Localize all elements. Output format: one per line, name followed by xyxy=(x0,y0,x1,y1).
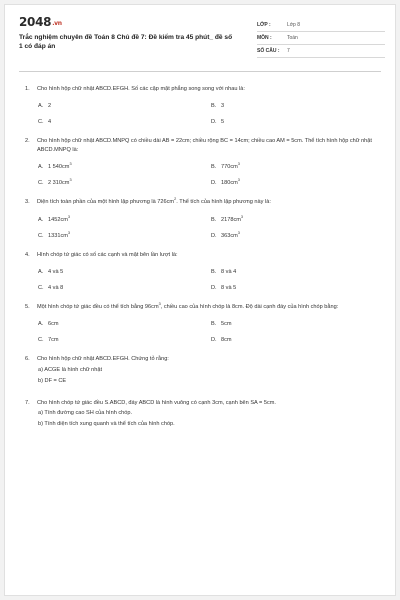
meta-count-row xyxy=(257,45,385,58)
question-text: Diện tích toàn phần của một hình lập phương là $726cm^2$. Thể tích của hình lập phương này là: xyxy=(37,197,271,206)
option-a[interactable]: A. 1452cm 3 xyxy=(38,214,71,223)
question-text: Cho hình hộp chữ nhật ABCD.EFGH. Số các cặp mặt phẳng song song với nhau là: xyxy=(37,86,245,92)
option-c[interactable]: C. 2 310cm 3 xyxy=(38,178,72,187)
document-title: Trắc nghiệm chuyên đề Toán 8 Chủ đề 7: Đề kiểm tra 45 phút_ đề số 1 có đáp án xyxy=(19,34,233,50)
option-d[interactable]: D. 5 xyxy=(211,119,225,126)
question-1 xyxy=(25,85,381,125)
option-a[interactable]: A. 2 xyxy=(38,103,52,110)
question-7 xyxy=(25,399,381,430)
meta-subject-value: Toán xyxy=(287,35,298,41)
option-c[interactable]: C. 1331cm 3 xyxy=(38,230,71,239)
question-number: 3. xyxy=(25,199,30,206)
answer-options xyxy=(25,269,381,291)
question-4 xyxy=(25,251,381,291)
answer-options xyxy=(25,103,381,125)
question-2 xyxy=(25,137,381,186)
option-a[interactable]: A. 1 540cm 3 xyxy=(38,162,72,171)
meta-count-value: 7 xyxy=(287,48,290,54)
option-b[interactable]: B. 8 và 4 xyxy=(211,269,237,276)
option-a[interactable]: A. 6cm xyxy=(38,321,59,328)
meta-subject-row xyxy=(257,32,385,45)
question-number: 4. xyxy=(25,251,30,258)
question-text: Cho hình hộp chữ nhật ABCD.MNPQ có chiều dài AB = 22cm; chiều rộng BC = 14cm; chiều cao AM = 5cm. Thể tích hình hộp chữ nhật ABCD.MNPQ là: xyxy=(37,138,372,153)
option-a[interactable]: A. 4 và 5 xyxy=(38,269,64,276)
meta-subject-label: MÔN : xyxy=(257,35,272,41)
option-c[interactable]: C. 4 và 8 xyxy=(38,285,64,292)
option-b[interactable]: B. 2178cm 3 xyxy=(211,214,244,223)
answer-options xyxy=(25,214,381,239)
meta-count-label: SỐ CÂU : xyxy=(257,48,280,54)
meta-class-value: Lớp 8 xyxy=(287,22,301,28)
site-logo[interactable]: 2048.vn xyxy=(19,15,62,29)
meta-class-label: LỚP : xyxy=(257,22,271,28)
meta-class-row xyxy=(257,19,385,32)
question-number: 5. xyxy=(25,304,30,311)
answer-options xyxy=(25,164,381,186)
question-6 xyxy=(25,355,381,386)
question-number: 6. xyxy=(25,356,30,363)
option-b[interactable]: B. 5cm xyxy=(211,321,232,328)
option-d[interactable]: D. 8cm xyxy=(211,337,232,344)
option-c[interactable]: C. 7cm xyxy=(38,337,59,344)
option-d[interactable]: D. 180cm 3 xyxy=(211,178,240,187)
question-number: 7. xyxy=(25,399,30,406)
option-b[interactable]: B. 3 xyxy=(211,103,225,110)
option-b[interactable]: B. 770cm 3 xyxy=(211,162,240,171)
question-text: Cho hình hộp chữ nhật ABCD.EFGH. Chứng tỏ rằng: xyxy=(37,356,169,363)
option-d[interactable]: D. 363cm 3 xyxy=(211,230,240,239)
question-text: Hình chóp tứ giác có số các cạnh và mặt bên lần lượt là: xyxy=(37,251,178,258)
meta-info xyxy=(257,19,385,58)
sub-question-a: a) Tính đường cao SH của hình chóp. xyxy=(38,410,133,417)
question-text: Một hình chóp tứ giác đều có thể tích bằng $96cm^3$, chiều cao của hình chóp là 8cm. Độ dài cạnh đáy của hình chóp bằng: xyxy=(37,302,339,311)
worksheet-page xyxy=(4,4,396,596)
sub-question-b: b) Tính diện tích xung quanh và thể tích của hình chóp. xyxy=(38,421,175,428)
sub-question-a: a) ACGE là hình chữ nhật xyxy=(38,366,103,373)
option-c[interactable]: C. 4 xyxy=(38,119,52,126)
question-text: Cho hình chóp tứ giác đều S.ABCD, đáy ABCD là hình vuông có cạnh 3cm, cạnh bên SA = 5cm. xyxy=(37,399,276,406)
option-d[interactable]: D. 8 và 5 xyxy=(211,285,237,292)
worksheet-header xyxy=(19,15,385,65)
header-divider xyxy=(19,71,381,72)
sub-question-b: b) DF = CE xyxy=(38,378,67,385)
question-number: 1. xyxy=(25,86,30,92)
question-3 xyxy=(25,198,381,238)
question-list xyxy=(25,85,381,442)
question-5 xyxy=(25,303,381,343)
answer-options xyxy=(25,321,381,343)
question-number: 2. xyxy=(25,138,30,145)
